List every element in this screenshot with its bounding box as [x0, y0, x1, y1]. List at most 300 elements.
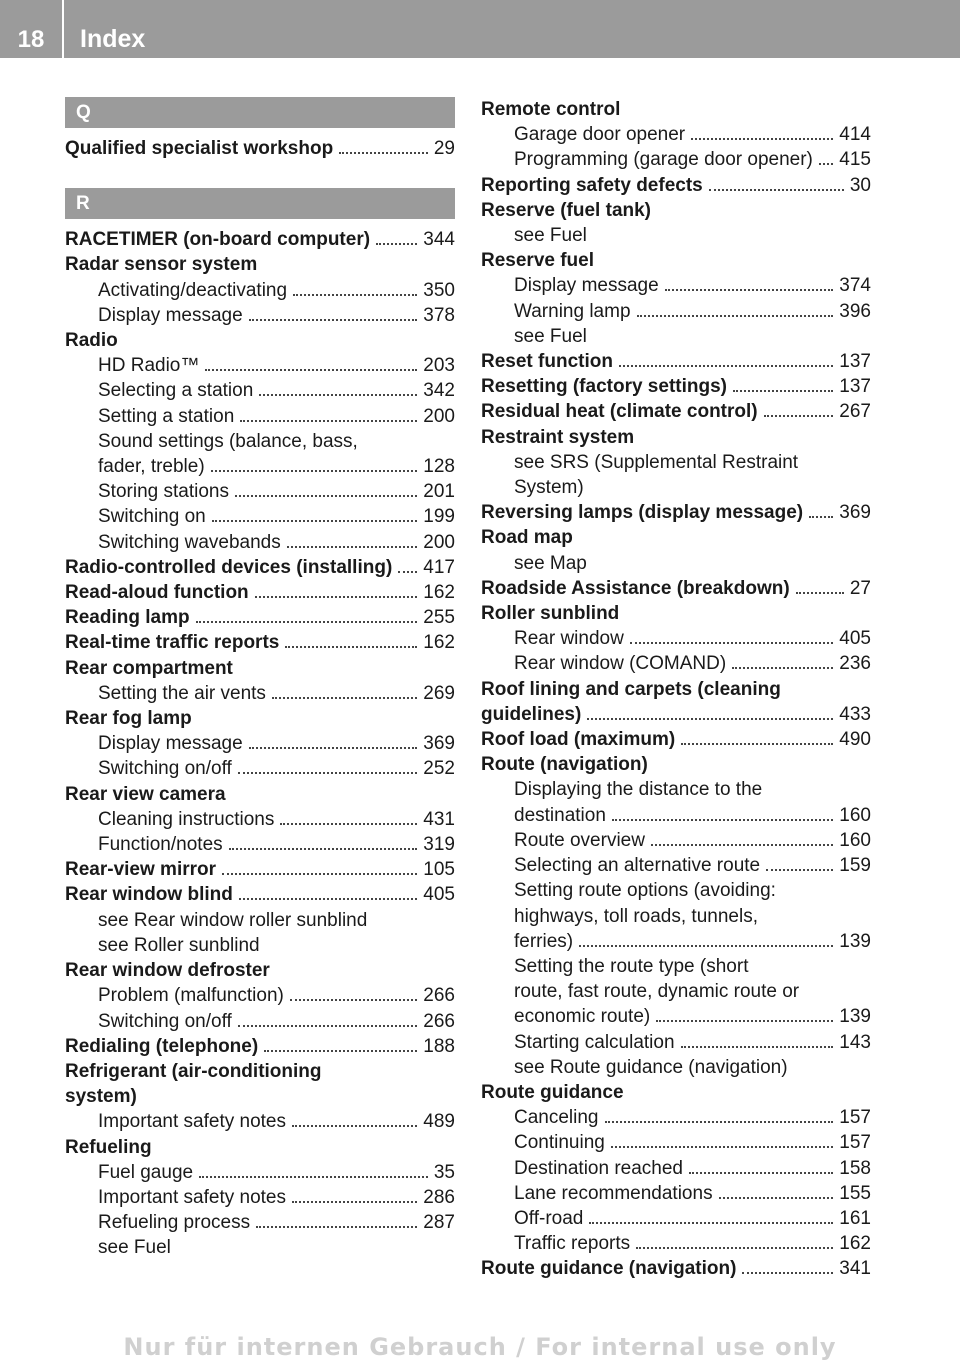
entry-text: Programming (garage door opener)	[514, 149, 813, 171]
entry-text: Rear window blind	[65, 884, 233, 906]
index-subentry	[65, 832, 455, 857]
index-subentry	[481, 929, 871, 954]
dot-leader	[259, 394, 417, 396]
entry-text: Roller sunblind	[481, 603, 620, 625]
entry-text: Function/notes	[98, 834, 223, 856]
index-subentry	[481, 878, 871, 903]
entry-text: Setting route options (avoiding:	[514, 880, 776, 902]
page-reference: 161	[839, 1207, 871, 1229]
index-subentry	[481, 1156, 871, 1181]
index-entry	[65, 958, 455, 983]
entry-text: Rear view camera	[65, 783, 226, 805]
index-subentry	[481, 904, 871, 929]
entry-text: Route guidance	[481, 1081, 624, 1103]
page-reference: 200	[423, 405, 455, 427]
dot-leader	[272, 697, 417, 699]
entry-text: Switching on/off	[98, 758, 232, 780]
index-subentry	[65, 404, 455, 429]
page-reference: 415	[839, 149, 871, 171]
page-title: Index	[80, 25, 146, 53]
page-reference: 350	[423, 279, 455, 301]
entry-text: see Route guidance (navigation)	[514, 1056, 788, 1078]
dot-leader	[651, 844, 833, 846]
dot-leader	[292, 1125, 417, 1127]
index-entry	[481, 173, 871, 198]
index-entry	[65, 555, 455, 580]
index-subentry	[65, 429, 455, 454]
entry-text: Display message	[514, 275, 659, 297]
index-entry	[65, 630, 455, 655]
footer-watermark: Nur für internen Gebrauch / For internal use only	[123, 1333, 837, 1361]
dot-leader	[229, 848, 418, 850]
entry-text: Selecting an alternative route	[514, 855, 761, 877]
index-entry	[65, 227, 455, 252]
page-reference: 405	[423, 884, 455, 906]
entry-text: Setting the route type (short	[514, 955, 749, 977]
dot-leader	[211, 470, 418, 472]
entry-text: Residual heat (climate control)	[481, 401, 758, 423]
dot-leader	[398, 571, 417, 573]
index-subentry	[65, 303, 455, 328]
index-subentry	[481, 1004, 871, 1029]
dot-leader	[235, 495, 417, 497]
index-subentry	[65, 933, 455, 958]
entry-text: Displaying the distance to the	[514, 779, 763, 801]
page-reference: 162	[839, 1233, 871, 1255]
page-reference: 414	[839, 124, 871, 146]
index-subentry	[481, 651, 871, 676]
index-entry	[65, 706, 455, 731]
index-entry	[481, 702, 871, 727]
page-reference: 35	[433, 1161, 455, 1183]
page-reference: 341	[839, 1258, 871, 1280]
page-reference: 137	[839, 376, 871, 398]
index-subentry	[65, 1160, 455, 1185]
page-reference: 405	[839, 628, 871, 650]
dot-leader	[656, 1020, 833, 1022]
entry-text: Setting the air vents	[98, 682, 266, 704]
entry-text: Reversing lamps (display message)	[481, 502, 804, 524]
page-reference: 29	[433, 138, 455, 159]
index-entry	[65, 882, 455, 907]
index-entry	[481, 425, 871, 450]
entry-text: Remote control	[481, 99, 621, 120]
entry-text: Refueling	[65, 1136, 152, 1158]
index-entry	[481, 752, 871, 777]
dot-leader	[636, 1247, 833, 1249]
dot-leader	[611, 1146, 833, 1148]
dot-leader	[196, 621, 418, 623]
index-subentry	[481, 1231, 871, 1256]
entry-text: Display message	[98, 304, 243, 326]
index-entry	[481, 1080, 871, 1105]
dot-leader	[637, 315, 834, 317]
page-reference: 286	[423, 1186, 455, 1208]
page-reference: 27	[849, 577, 871, 599]
dot-leader	[292, 1201, 417, 1203]
dot-leader	[691, 138, 833, 140]
page-reference: 267	[839, 401, 871, 423]
dot-leader	[280, 823, 417, 825]
index-subentry	[65, 681, 455, 706]
index-entry	[481, 576, 871, 601]
dot-leader	[589, 1222, 833, 1224]
index-subentry	[481, 1206, 871, 1231]
entry-text: Read-aloud function	[65, 582, 249, 604]
entry-text: see Fuel	[514, 225, 587, 247]
page-reference: 137	[839, 351, 871, 373]
entry-text: Destination reached	[514, 1157, 683, 1179]
index-entry	[65, 136, 455, 161]
page-reference: 203	[423, 355, 455, 377]
dot-leader	[732, 667, 833, 669]
index-entry	[481, 349, 871, 374]
entry-text: Switching wavebands	[98, 531, 281, 553]
entry-text: see SRS (Supplemental Restraint	[514, 451, 799, 473]
index-entry	[65, 605, 455, 630]
index-subentry	[481, 803, 871, 828]
dot-leader	[240, 420, 417, 422]
index-subentry	[65, 731, 455, 756]
index-column-right	[481, 97, 871, 1282]
page-reference: 155	[839, 1182, 871, 1204]
index-subentry	[481, 853, 871, 878]
page-reference: 378	[423, 304, 455, 326]
index-entry	[481, 1256, 871, 1281]
entry-text: system)	[65, 1086, 137, 1108]
entry-text: Important safety notes	[98, 1186, 286, 1208]
page-reference: 266	[423, 1010, 455, 1032]
page-reference: 30	[849, 174, 871, 196]
page-reference: 139	[839, 930, 871, 952]
index-subentry	[65, 454, 455, 479]
page-reference: 201	[423, 481, 455, 503]
index-subentry	[481, 324, 871, 349]
index-subentry	[481, 551, 871, 576]
dot-leader	[376, 243, 417, 245]
dot-leader	[764, 415, 834, 417]
index-subentry	[65, 1210, 455, 1235]
dot-leader	[199, 1176, 428, 1178]
entry-text: see Fuel	[514, 325, 587, 347]
page-reference: 369	[839, 502, 871, 524]
entry-text: Reporting safety defects	[481, 174, 703, 196]
page-reference: 269	[423, 682, 455, 704]
entry-text: see Roller sunblind	[98, 934, 260, 956]
index-subentry	[65, 807, 455, 832]
index-subentry	[481, 147, 871, 172]
index-subentry	[481, 1105, 871, 1130]
entry-text: Rear fog lamp	[65, 708, 192, 730]
entry-text: Rear-view mirror	[65, 859, 217, 881]
entry-text: Storing stations	[98, 481, 229, 503]
index-subentry	[481, 299, 871, 324]
page-reference: 188	[423, 1035, 455, 1057]
dot-leader	[796, 592, 844, 594]
page-reference: 157	[839, 1132, 871, 1154]
entry-text: Garage door opener	[514, 124, 686, 146]
dot-leader	[579, 945, 833, 947]
dot-leader	[630, 642, 833, 644]
entry-text: Real-time traffic reports	[65, 632, 280, 654]
dot-leader	[290, 999, 417, 1001]
index-subentry	[481, 1181, 871, 1206]
entry-text: Rear compartment	[65, 657, 233, 679]
page-reference: 252	[423, 758, 455, 780]
dot-leader	[587, 718, 833, 720]
index-subentry	[481, 626, 871, 651]
index-subentry	[65, 353, 455, 378]
entry-text: see Map	[514, 552, 587, 574]
page-reference: 160	[839, 829, 871, 851]
dot-leader	[689, 1172, 833, 1174]
entry-text: Canceling	[514, 1107, 599, 1129]
page-reference: 433	[839, 703, 871, 725]
entry-text: Radio	[65, 330, 118, 352]
entry-text: Rear window (COMAND)	[514, 653, 727, 675]
section-letter-header: R	[65, 188, 455, 219]
entry-text: Roof load (maximum)	[481, 729, 676, 751]
entry-text: Refueling process	[98, 1212, 251, 1234]
entry-text: Important safety notes	[98, 1111, 286, 1133]
index-subentry	[65, 1109, 455, 1134]
page-reference: 344	[423, 229, 455, 251]
index-entry	[481, 198, 871, 223]
index-subentry	[65, 908, 455, 933]
index-subentry	[481, 450, 871, 475]
entry-text: Cleaning instructions	[98, 808, 275, 830]
page-reference: 319	[423, 834, 455, 856]
entry-text: Sound settings (balance, bass,	[98, 430, 358, 452]
page-reference: 139	[839, 1006, 871, 1028]
page-reference: 160	[839, 804, 871, 826]
index-subentry	[65, 278, 455, 303]
entry-text: highways, toll roads, tunnels,	[514, 905, 758, 927]
dot-leader	[665, 289, 834, 291]
header-divider	[62, 0, 64, 58]
page-reference: 287	[423, 1212, 455, 1234]
index-entry	[65, 656, 455, 681]
dot-leader	[285, 646, 417, 648]
entry-text: Display message	[98, 733, 243, 755]
dot-leader	[238, 772, 418, 774]
entry-text: Lane recommendations	[514, 1182, 713, 1204]
entry-text: Off-road	[514, 1207, 584, 1229]
entry-text: Activating/deactivating	[98, 279, 288, 301]
entry-text: Switching on	[98, 506, 206, 528]
page-reference: 490	[839, 729, 871, 751]
page-reference: 143	[839, 1031, 871, 1053]
dot-leader	[287, 546, 418, 548]
entry-text: Continuing	[514, 1132, 605, 1154]
page-reference: 162	[423, 632, 455, 654]
entry-text: System)	[514, 477, 584, 499]
index-subentry	[481, 777, 871, 802]
dot-leader	[339, 152, 428, 154]
dot-leader	[719, 1197, 834, 1199]
dot-leader	[264, 1050, 417, 1052]
section-letter-header: Q	[65, 97, 455, 128]
page-reference: 342	[423, 380, 455, 402]
index-entry	[481, 525, 871, 550]
page-reference: 255	[423, 607, 455, 629]
entry-text: Route guidance (navigation)	[481, 1258, 737, 1280]
entry-text: Rear window	[514, 628, 624, 650]
page-reference: 159	[839, 855, 871, 877]
page-reference: 417	[423, 556, 455, 578]
index-entry	[65, 1084, 455, 1109]
index-entry	[481, 248, 871, 273]
index-subentry	[65, 1185, 455, 1210]
entry-text: economic route)	[514, 1006, 651, 1028]
page-reference: 128	[423, 456, 455, 478]
entry-text: Reserve fuel	[481, 250, 595, 272]
dot-leader	[255, 596, 418, 598]
entry-text: route, fast route, dynamic route or	[514, 981, 800, 1003]
entry-text: guidelines)	[481, 703, 582, 725]
dot-leader	[249, 319, 418, 321]
entry-text: Traffic reports	[514, 1233, 631, 1255]
entry-text: see Rear window roller sunblind	[98, 909, 368, 931]
index-subentry	[481, 122, 871, 147]
dot-leader	[205, 369, 417, 371]
page-reference: 266	[423, 985, 455, 1007]
index-subentry	[65, 378, 455, 403]
entry-text: Starting calculation	[514, 1031, 675, 1053]
index-entry	[481, 399, 871, 424]
entry-text: fader, treble)	[98, 456, 205, 478]
index-subentry	[481, 223, 871, 248]
entry-text: Fuel gauge	[98, 1161, 194, 1183]
page-reference: 431	[423, 808, 455, 830]
entry-text: Reserve (fuel tank)	[481, 199, 652, 221]
entry-text: Switching on/off	[98, 1010, 232, 1032]
page-reference: 158	[839, 1157, 871, 1179]
index-entry	[481, 727, 871, 752]
entry-text: Redialing (telephone)	[65, 1035, 259, 1057]
dot-leader	[222, 873, 417, 875]
entry-text: Radar sensor system	[65, 254, 258, 276]
dot-leader	[249, 747, 418, 749]
page-reference: 396	[839, 300, 871, 322]
entry-text: Roadside Assistance (breakdown)	[481, 577, 790, 599]
index-entry	[65, 1034, 455, 1059]
entry-text: Rear window defroster	[65, 960, 270, 982]
index-subentry	[481, 828, 871, 853]
page-reference: 105	[423, 859, 455, 881]
entry-text: Resetting (factory settings)	[481, 376, 727, 398]
index-entry	[65, 328, 455, 353]
index-subentry	[65, 1009, 455, 1034]
dot-leader	[742, 1272, 833, 1274]
index-entry	[65, 580, 455, 605]
page-header	[0, 0, 960, 58]
dot-leader	[612, 819, 833, 821]
entry-text: Qualified specialist workshop	[65, 138, 334, 159]
page-reference: 162	[423, 582, 455, 604]
index-entry	[481, 374, 871, 399]
entry-text: Warning lamp	[514, 300, 631, 322]
index-subentry	[65, 504, 455, 529]
index-subentry	[65, 756, 455, 781]
entry-text: Route overview	[514, 829, 645, 851]
entry-text: Road map	[481, 527, 573, 549]
entry-text: see Fuel	[98, 1237, 171, 1259]
index-subentry	[481, 979, 871, 1004]
entry-text: destination	[514, 804, 606, 826]
entry-text: ferries)	[514, 930, 574, 952]
dot-leader	[293, 294, 417, 296]
index-entry	[65, 252, 455, 277]
entry-text: Reading lamp	[65, 607, 190, 629]
page-reference: 489	[423, 1111, 455, 1133]
index-subentry	[65, 530, 455, 555]
entry-text: Radio-controlled devices (installing)	[65, 556, 393, 578]
dot-leader	[766, 869, 833, 871]
index-entry	[65, 782, 455, 807]
entry-text: RACETIMER (on-board computer)	[65, 229, 371, 251]
entry-text: Selecting a station	[98, 380, 254, 402]
index-subentry	[481, 1130, 871, 1155]
index-subentry	[481, 1055, 871, 1080]
dot-leader	[605, 1121, 834, 1123]
dot-leader	[819, 163, 833, 165]
index-entry	[481, 500, 871, 525]
dot-leader	[709, 189, 844, 191]
entry-text: Restraint system	[481, 426, 635, 448]
page-reference: 199	[423, 506, 455, 528]
index-entry	[65, 857, 455, 882]
index-column-left	[65, 97, 455, 1261]
index-subentry	[65, 1235, 455, 1260]
page-reference: 157	[839, 1107, 871, 1129]
page-reference: 374	[839, 275, 871, 297]
index-subentry	[65, 983, 455, 1008]
dot-leader	[238, 1025, 418, 1027]
entry-text: Setting a station	[98, 405, 235, 427]
dot-leader	[681, 1046, 834, 1048]
entry-text: Roof lining and carpets (cleaning	[481, 678, 781, 700]
page-reference: 200	[423, 531, 455, 553]
dot-leader	[239, 898, 417, 900]
dot-leader	[256, 1226, 417, 1228]
index-entry	[481, 97, 871, 122]
entry-text: Problem (malfunction)	[98, 985, 284, 1007]
dot-leader	[809, 516, 833, 518]
index-subentry	[65, 479, 455, 504]
page-number: 18	[17, 26, 45, 53]
dot-leader	[681, 743, 833, 745]
index-entry	[481, 677, 871, 702]
page-reference: 236	[839, 653, 871, 675]
index-subentry	[481, 954, 871, 979]
index-entry	[65, 1135, 455, 1160]
entry-text: Reset function	[481, 351, 613, 373]
entry-text: Route (navigation)	[481, 754, 648, 776]
section-gap	[65, 161, 455, 188]
page-reference: 369	[423, 733, 455, 755]
entry-text: Refrigerant (air-conditioning	[65, 1060, 322, 1082]
index-subentry	[481, 1030, 871, 1055]
index-subentry	[481, 475, 871, 500]
entry-text: HD Radio™	[98, 355, 200, 377]
index-entry	[65, 1059, 455, 1084]
index-entry	[481, 601, 871, 626]
dot-leader	[733, 390, 833, 392]
dot-leader	[619, 365, 833, 367]
dot-leader	[212, 520, 418, 522]
index-subentry	[481, 273, 871, 298]
